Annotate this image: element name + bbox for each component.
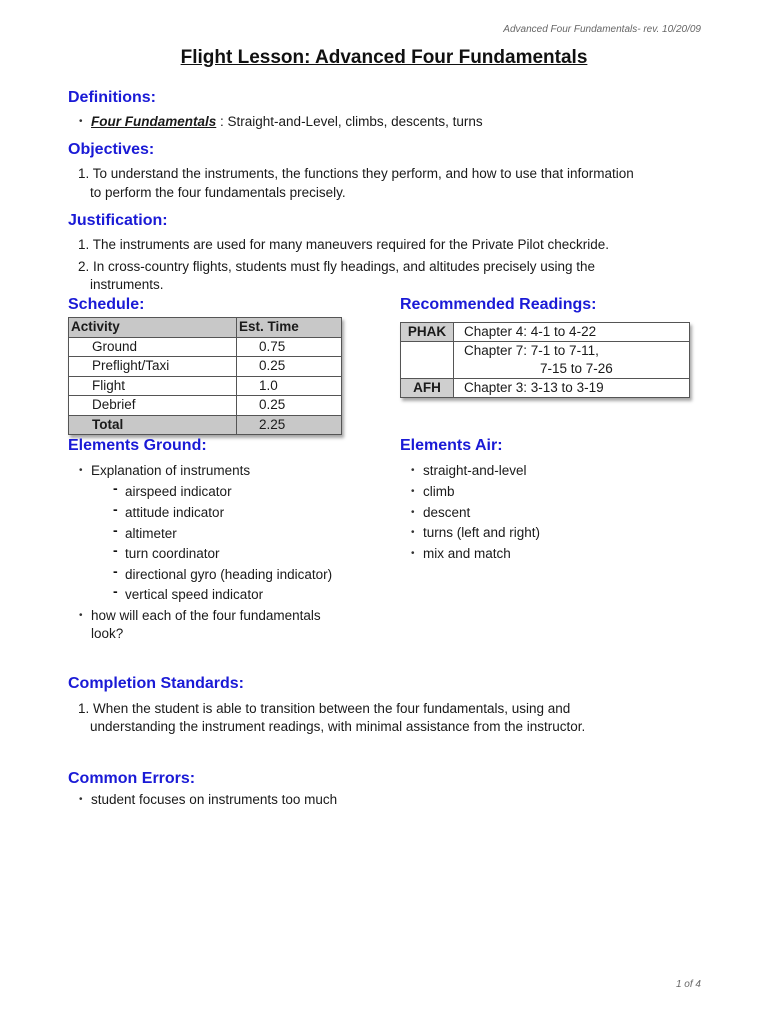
justification-item-2-line-1: 2. In cross-country flights, students must fly headings, and altitudes precisely using the bbox=[78, 259, 596, 274]
readings-blank-cell bbox=[401, 342, 454, 379]
definition-item bbox=[91, 113, 483, 130]
error-item: student focuses on instruments too much bbox=[91, 792, 338, 807]
schedule-heading: Schedule: bbox=[68, 296, 145, 313]
readings-afh-ch3: Chapter 3: 3-13 to 3-19 bbox=[454, 379, 690, 398]
ground-sub-item: airspeed indicator bbox=[125, 484, 232, 499]
bullet-icon: • bbox=[411, 507, 415, 518]
definition-term: Four Fundamentals bbox=[91, 114, 217, 129]
schedule-activity: Flight bbox=[69, 376, 237, 396]
air-item: descent bbox=[423, 505, 471, 520]
elements-air-heading: Elements Air: bbox=[400, 437, 503, 454]
justification-item-2-line-2: instruments. bbox=[90, 277, 164, 292]
dash-icon: - bbox=[113, 522, 118, 538]
ground-sub-item: altimeter bbox=[125, 526, 177, 541]
readings-table bbox=[400, 322, 690, 398]
schedule-time: 0.25 bbox=[237, 357, 342, 377]
schedule-total-time: 2.25 bbox=[237, 415, 342, 435]
bullet-icon: • bbox=[411, 486, 415, 497]
readings-phak-label: PHAK bbox=[401, 323, 454, 342]
ground-sub-item: vertical speed indicator bbox=[125, 587, 264, 602]
readings-heading: Recommended Readings: bbox=[400, 296, 597, 313]
bullet-icon: • bbox=[79, 465, 83, 476]
bullet-icon: • bbox=[79, 116, 83, 127]
table-row bbox=[401, 323, 690, 342]
objective-item-1-line-1: 1. To understand the instruments, the functions they perform, and how to use that information bbox=[78, 166, 634, 181]
table-row bbox=[69, 376, 342, 396]
completion-line-1: 1. When the student is able to transition between the four fundamentals, using and bbox=[78, 701, 571, 716]
table-row bbox=[401, 342, 690, 361]
schedule-header-row bbox=[69, 318, 342, 338]
schedule-activity: Debrief bbox=[69, 396, 237, 416]
schedule-activity: Ground bbox=[69, 337, 237, 357]
schedule-col-time: Est. Time bbox=[237, 318, 342, 338]
schedule-col-activity: Activity bbox=[69, 318, 237, 338]
ground-item-2-line-1: how will each of the four fundamentals bbox=[91, 608, 321, 623]
justification-heading: Justification: bbox=[68, 212, 168, 229]
completion-line-2: understanding the instrument readings, with minimal assistance from the instructor. bbox=[90, 719, 586, 734]
completion-heading: Completion Standards: bbox=[68, 675, 245, 692]
errors-heading: Common Errors: bbox=[68, 770, 196, 787]
definitions-heading: Definitions: bbox=[68, 89, 156, 106]
objectives-heading: Objectives: bbox=[68, 141, 155, 158]
ground-sub-item: turn coordinator bbox=[125, 546, 220, 561]
table-row bbox=[401, 379, 690, 398]
ground-item-1: Explanation of instruments bbox=[91, 463, 251, 478]
justification-item-1: 1. The instruments are used for many maneuvers required for the Private Pilot checkride. bbox=[78, 237, 610, 252]
bullet-icon: • bbox=[411, 527, 415, 538]
dash-icon: - bbox=[113, 583, 118, 599]
elements-ground-heading: Elements Ground: bbox=[68, 437, 207, 454]
bullet-icon: • bbox=[79, 610, 83, 621]
ground-sub-item: directional gyro (heading indicator) bbox=[125, 567, 333, 582]
bullet-icon: • bbox=[79, 794, 83, 805]
schedule-time: 0.75 bbox=[237, 337, 342, 357]
dash-icon: - bbox=[113, 501, 118, 517]
definition-text: : Straight-and-Level, climbs, descents, turns bbox=[216, 114, 483, 129]
air-item: climb bbox=[423, 484, 455, 499]
table-row bbox=[69, 337, 342, 357]
air-item: mix and match bbox=[423, 546, 511, 561]
bullet-icon: • bbox=[411, 465, 415, 476]
schedule-activity: Preflight/Taxi bbox=[69, 357, 237, 377]
air-item: straight-and-level bbox=[423, 463, 527, 478]
ground-item-2-line-2: look? bbox=[91, 626, 124, 641]
schedule-time: 1.0 bbox=[237, 376, 342, 396]
air-item: turns (left and right) bbox=[423, 525, 541, 540]
page-number: 1 of 4 bbox=[675, 979, 701, 990]
objective-item-1-line-2: to perform the four fundamentals precisely. bbox=[90, 185, 346, 200]
readings-phak-ch4: Chapter 4: 4-1 to 4-22 bbox=[454, 323, 690, 342]
ground-sub-item: attitude indicator bbox=[125, 505, 225, 520]
page-title: Flight Lesson: Advanced Four Fundamentals bbox=[180, 47, 588, 68]
bullet-icon: • bbox=[411, 548, 415, 559]
readings-phak-ch7-a: Chapter 7: 7-1 to 7-11, bbox=[454, 342, 690, 361]
schedule-total-label: Total bbox=[69, 415, 237, 435]
dash-icon: - bbox=[113, 542, 118, 558]
schedule-time: 0.25 bbox=[237, 396, 342, 416]
readings-afh-label: AFH bbox=[401, 379, 454, 398]
header-note: Advanced Four Fundamentals- rev. 10/20/09 bbox=[503, 24, 701, 35]
table-row bbox=[69, 396, 342, 416]
schedule-total-row bbox=[69, 415, 342, 435]
readings-phak-ch7-b: 7-15 to 7-26 bbox=[454, 360, 690, 379]
table-row bbox=[69, 357, 342, 377]
dash-icon: - bbox=[113, 563, 118, 579]
dash-icon: - bbox=[113, 480, 118, 496]
schedule-table bbox=[68, 317, 342, 435]
